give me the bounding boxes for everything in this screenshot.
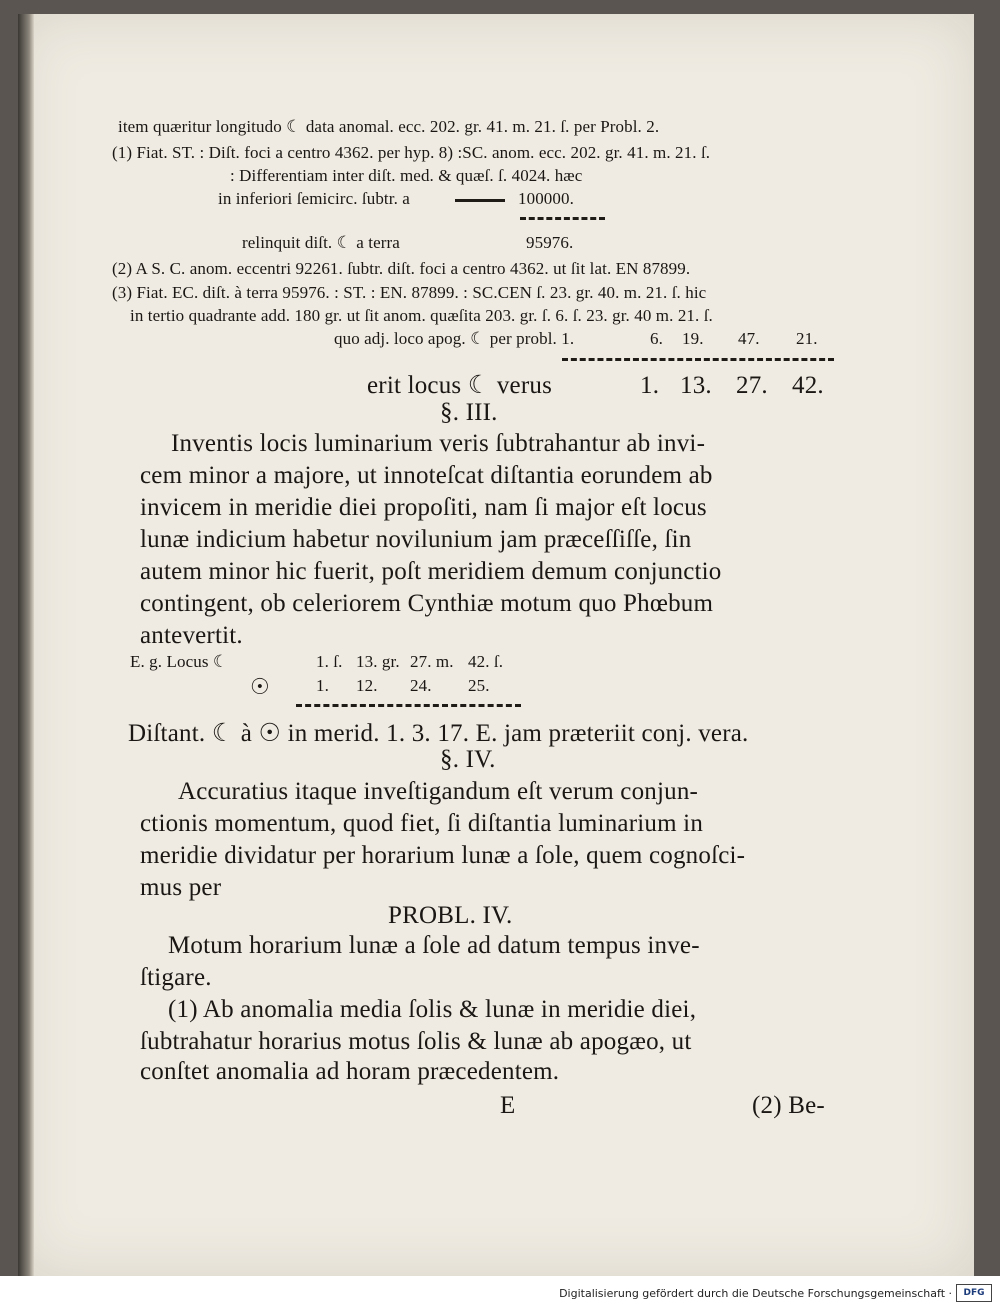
footer-credit: Digitalisierung gefördert durch die Deutsche Forschungsgemeinschaft · — [559, 1287, 952, 1300]
paragraph-1-line-6: contingent, ob celeriorem Cynthiæ motum quo Phœbum — [140, 590, 714, 617]
text-line-1: item quæritur longitudo ☾ data anomal. ecc. 202. gr. 41. m. 21. ſ. per Probl. 2. — [118, 117, 660, 136]
text-line-5: relinquit diſt. ☾ a terra — [242, 233, 400, 252]
text-line-6: (2) A S. C. anom. eccentri 92261. ſubtr. diſt. foci a centro 4362. ut ſit lat. EN 87899. — [112, 259, 691, 278]
text-line-9-value-1: 6. — [650, 329, 663, 348]
problem-heading: PROBL. IV. — [388, 902, 513, 929]
paragraph-1-line-5: autem minor hic fuerit, poſt meridiem demum conjunctio — [140, 558, 722, 585]
example-sun-value-1: 1. — [316, 676, 329, 695]
paragraph-1-line-2: cem minor a majore, ut innoteſcat diſtantia eorundem ab — [140, 462, 713, 489]
dfg-logo: DFG — [956, 1284, 992, 1302]
paragraph-2-line-2: ctionis momentum, quod fiet, ſi diſtantia luminarium in — [140, 810, 704, 837]
example-sun-value-4: 25. — [468, 676, 490, 695]
paragraph-2-line-3: meridie dividatur per horarium lunæ a ſole, quem cognoſci- — [140, 842, 746, 869]
text-line-10-value-2: 13. — [680, 372, 712, 399]
text-line-9-value-2: 19. — [682, 329, 704, 348]
paragraph-2-line-4: mus per — [140, 874, 222, 901]
example-moon-value-4: 42. ſ. — [468, 652, 504, 671]
example-moon-value-1: 1. ſ. — [316, 652, 343, 671]
text-line-5-number: 95976. — [526, 233, 574, 252]
paragraph-3-line-5: conſtet anomalia ad horam præcedentem. — [140, 1058, 560, 1085]
text-line-10-value-3: 27. — [736, 372, 768, 399]
sum-rule-3 — [296, 704, 521, 707]
text-line-7: (3) Fiat. EC. diſt. à terra 95976. : ST. : EN. 87899. : SC.CEN ſ. 23. gr. 40. m. 21. ſ. hic — [112, 283, 707, 302]
text-line-10-value-1: 1. — [640, 372, 660, 399]
paragraph-1-line-3: invicem in meridie diei propoſiti, nam ſi major eſt locus — [140, 494, 707, 521]
paragraph-1-line-1: Inventis locis luminarium veris ſubtrahantur ab invi- — [171, 430, 706, 457]
sum-rule-2 — [562, 358, 834, 361]
paragraph-3-line-4: ſubtrahatur horarius motus ſolis & lunæ ab apogæo, ut — [140, 1028, 692, 1055]
example-label: E. g. Locus ☾ — [130, 652, 229, 671]
text-line-3: : Differentiam inter diſt. med. & quæſ. ſ. 4024. hæc — [230, 166, 583, 185]
text-line-10-value-4: 42. — [792, 372, 824, 399]
paragraph-3-line-3: (1) Ab anomalia media ſolis & lunæ in meridie diei, — [168, 996, 697, 1023]
paragraph-1-line-4: lunæ indicium habetur novilunium jam præceſſiſſe, ſin — [140, 526, 692, 553]
section-heading-4: §. IV. — [440, 746, 496, 773]
text-line-2: (1) Fiat. ST. : Diſt. foci a centro 4362. per hyp. 8) :SC. anom. ecc. 202. gr. 41. m. 21. ſ. — [112, 143, 711, 162]
dash-rule — [455, 199, 505, 202]
distance-result: Diſtant. ☾ à ☉ in merid. 1. 3. 17. E. jam præteriit conj. vera. — [128, 720, 749, 747]
page-spine-shadow — [18, 14, 34, 1276]
text-line-9-value-3: 47. — [738, 329, 760, 348]
example-sun-value-2: 12. — [356, 676, 378, 695]
catchword: (2) Be- — [752, 1092, 825, 1119]
text-line-9: quo adj. loco apog. ☾ per probl. 1. — [334, 329, 575, 348]
text-line-4: in inferiori ſemicirc. ſubtr. a — [218, 189, 410, 208]
paragraph-3-line-2: ſtigare. — [140, 964, 212, 991]
sun-symbol: ☉ — [250, 674, 270, 699]
section-heading-3: §. III. — [440, 399, 498, 426]
paragraph-1-line-7: antevertit. — [140, 622, 243, 649]
text-line-8: in tertio quadrante add. 180 gr. ut ſit anom. quæſita 203. gr. ſ. 6. ſ. 23. gr. 40 m. 21. ſ. — [130, 306, 713, 325]
text-line-10: erit locus ☾ verus — [367, 372, 552, 399]
example-moon-value-2: 13. gr. — [356, 652, 400, 671]
example-moon-value-3: 27. m. — [410, 652, 454, 671]
text-line-4-number: 100000. — [518, 189, 574, 208]
paragraph-3-line-1: Motum horarium lunæ a ſole ad datum tempus inve- — [168, 932, 700, 959]
signature-mark: E — [500, 1092, 516, 1119]
sum-rule-1 — [520, 217, 605, 220]
text-line-9-value-4: 21. — [796, 329, 818, 348]
example-sun-value-3: 24. — [410, 676, 432, 695]
paragraph-2-line-1: Accuratius itaque inveſtigandum eſt verum conjun- — [178, 778, 699, 805]
